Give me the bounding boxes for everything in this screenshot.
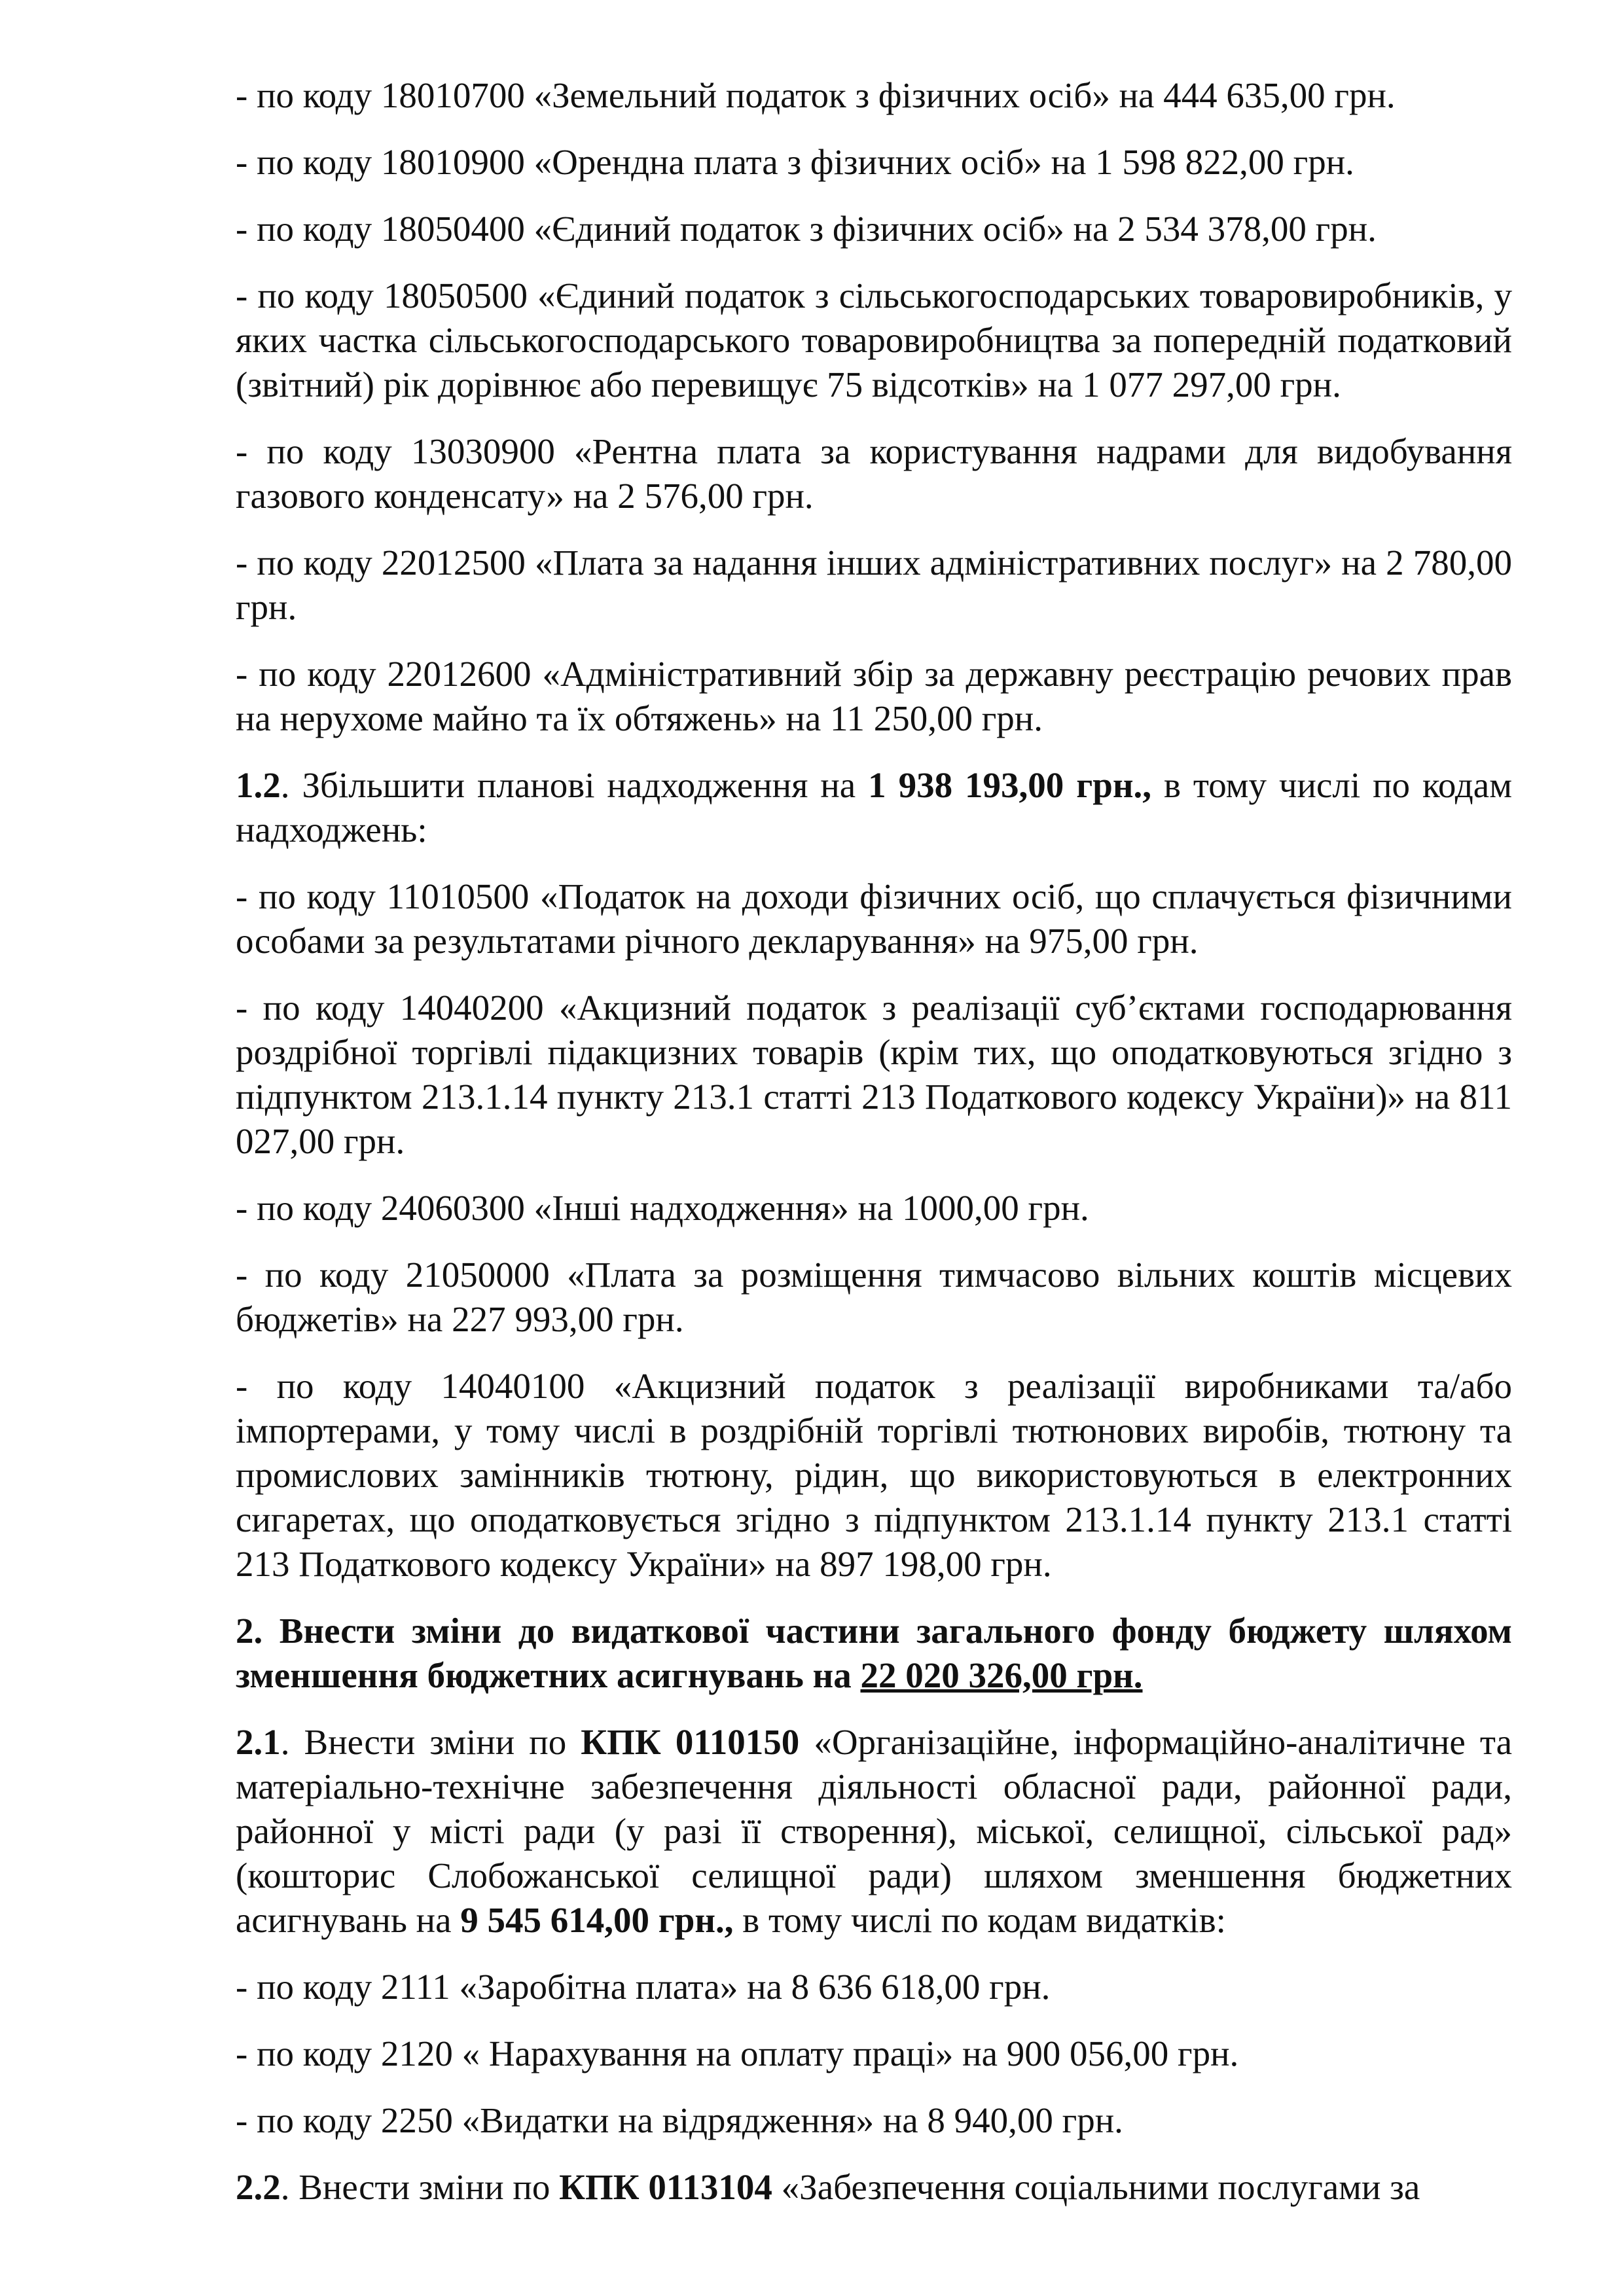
list-item: - по коду 18050400 «Єдиний податок з фізичних осіб» на 2 534 378,00 грн. — [236, 209, 1377, 249]
section-text: . Внести зміни по — [280, 1722, 581, 1762]
section-number: 2.1 — [236, 1722, 281, 1762]
list-item: - по коду 14040100 «Акцизний податок з реалізації виробниками та/або імпортерами, у тому числі в роздрібній торгівлі тютюнових виробів, тютюну та промислових замінників тютюну, рідин, що використовуються в електронних сигаретах, що оподатковується згідно з підпунктом 213.1.14 пункту 213.1 статті 213 Податкового кодексу України» на 897 198,00 грн. — [236, 1366, 1512, 1584]
section-amount: 1 938 193,00 грн., — [868, 765, 1152, 805]
list-item: - по коду 14040200 «Акцизний податок з реалізації суб’єктами господарювання роздрібної торгівлі підакцизних товарів (крім тих, що оподатковуються згідно з підпунктом 213.1.14 пункту 213.1 статті 213 Податкового кодексу України)» на 811 027,00 грн. — [236, 988, 1512, 1161]
list-item: - по коду 24060300 «Інші надходження» на 1000,00 грн. — [236, 1188, 1089, 1228]
list-item: - по коду 18010900 «Орендна плата з фізичних осіб» на 1 598 822,00 грн. — [236, 142, 1354, 182]
section-2-1 — [236, 1720, 1512, 1943]
list-item: - по коду 18050500 «Єдиний податок з сільськогосподарських товаровиробників, у яких частка сільськогосподарського товаровиробництва за попередній податковий (звітний) рік дорівнює або перевищує 75 відсотків» на 1 077 297,00 грн. — [236, 276, 1512, 404]
list-item: - по коду 13030900 «Рентна плата за користування надрами для видобування газового конденсату» на 2 576,00 грн. — [236, 431, 1512, 516]
document-page — [236, 73, 1512, 2232]
section-2-amount: 22 020 326,00 грн. — [860, 1655, 1143, 1695]
list-item: - по коду 22012600 «Адміністративний збір за державну реєстрацію речових прав на нерухоме майно та їх обтяжень» на 11 250,00 грн. — [236, 654, 1512, 738]
kpk-code: КПК 0113104 — [559, 2167, 772, 2207]
section-description: «Забезпечення соціальними послугами за — [772, 2167, 1420, 2207]
section-number: 2.2 — [236, 2167, 281, 2207]
list-item: - по коду 2111 «Заробітна плата» на 8 636 618,00 грн. — [236, 1967, 1051, 2007]
list-item: - по коду 22012500 «Плата за надання інших адміністративних послуг» на 2 780,00 грн. — [236, 543, 1512, 627]
section-2-heading-text: 2. Внести зміни до видаткової частини загального фонду бюджету шляхом зменшення бюджетних асигнувань на — [236, 1611, 1512, 1695]
list-item: - по коду 2250 «Видатки на відрядження» на 8 940,00 грн. — [236, 2100, 1123, 2140]
section-1-2 — [236, 763, 1512, 852]
list-item: - по коду 2120 « Нарахування на оплату праці» на 900 056,00 грн. — [236, 2034, 1239, 2073]
section-text-tail: в тому числі по кодам надходжень: — [236, 765, 1513, 850]
section-amount: 9 545 614,00 грн., — [460, 1900, 734, 1940]
list-item: - по коду 21050000 «Плата за розміщення тимчасово вільних коштів місцевих бюджетів» на 227 993,00 грн. — [236, 1255, 1512, 1339]
list-item: - по коду 11010500 «Податок на доходи фізичних осіб, що сплачується фізичними особами за результатами річного декларування» на 975,00 грн. — [236, 876, 1512, 961]
section-text-tail: в тому числі по кодам видатків: — [733, 1900, 1226, 1940]
section-2-2 — [236, 2165, 1512, 2210]
section-text: . Внести зміни по — [280, 2167, 560, 2207]
section-text: . Збільшити планові надходження на — [280, 765, 869, 805]
section-2-heading — [236, 1609, 1512, 1698]
section-description: «Організаційне, інформаційно-аналітичне та матеріально-технічне забезпечення діяльності обласної ради, районної ради, районної у місті ради (у разі її створення), міської, селищної, сільської рад» (кошторис Слобожанської селищної ради) шляхом зменшення бюджетних асигнувань на — [236, 1722, 1512, 1940]
list-item: - по коду 18010700 «Земельний податок з фізичних осіб» на 444 635,00 грн. — [236, 75, 1396, 115]
kpk-code: КПК 0110150 — [581, 1722, 800, 1762]
section-number: 1.2 — [236, 765, 281, 805]
